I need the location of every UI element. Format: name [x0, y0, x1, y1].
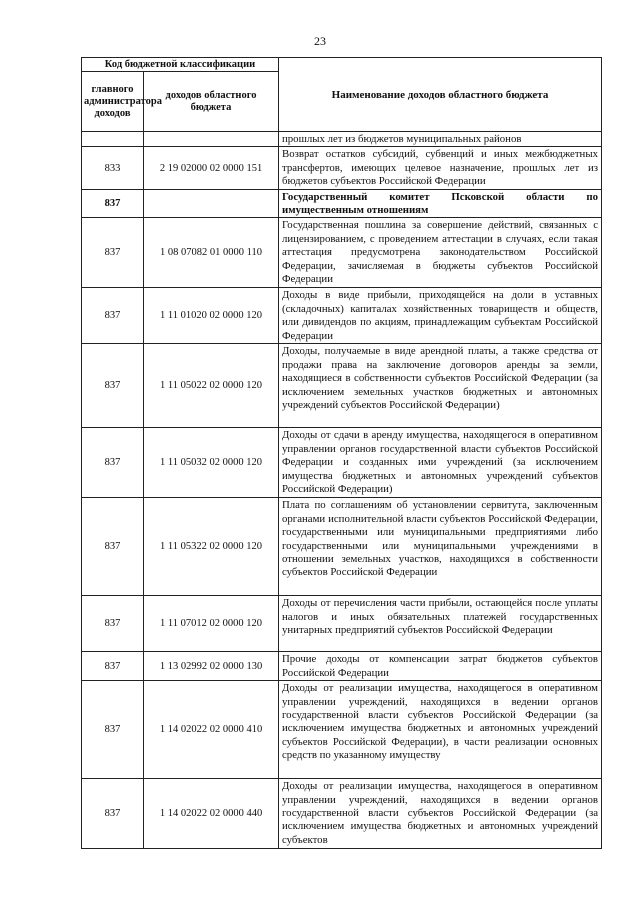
- revenue-name: Государственный комитет Псковской области по имущественным отношениям: [279, 189, 602, 218]
- revenue-name: Доходы в виде прибыли, приходящейся на доли в уставных (складочных) капиталах хозяйственных товариществ и обществ, или дивидендов по акциям, принадлежащим субъектам Российской Федерации: [279, 288, 602, 344]
- header-admin: главного администратора доходов: [82, 72, 144, 132]
- table-row: [82, 596, 602, 652]
- table-row: [82, 428, 602, 498]
- admin-code: 833: [82, 147, 144, 189]
- admin-code: [82, 132, 144, 147]
- admin-code: 837: [82, 428, 144, 498]
- table-row: [82, 218, 602, 288]
- revenue-name: Государственная пошлина за совершение действий, связанных с лицензированием, с проведением аттестации в случаях, если такая аттестация предусмотрена законодательством Российской Федерации, зачисляемая в бюджеты субъектов Российской Федерации: [279, 218, 602, 288]
- admin-code: 837: [82, 779, 144, 849]
- admin-code: 837: [82, 218, 144, 288]
- revenue-name: Доходы от сдачи в аренду имущества, находящегося в оперативном управлении органов государственной власти субъектов Российской Федерации и созданных ими учреждений (за исключением имущества бюджетных и автономных учреждений субъектов Российской Федерации): [279, 428, 602, 498]
- admin-code: 837: [82, 652, 144, 681]
- revenue-name: Прочие доходы от компенсации затрат бюджетов субъектов Российской Федерации: [279, 652, 602, 681]
- table-row: [82, 132, 602, 147]
- budget-code: 1 14 02022 02 0000 410: [144, 681, 279, 779]
- admin-code: 837: [82, 344, 144, 428]
- table-row: [82, 288, 602, 344]
- table-body: [82, 132, 602, 849]
- table-row: [82, 147, 602, 189]
- revenue-name: прошлых лет из бюджетов муниципальных районов: [279, 132, 602, 147]
- budget-code: 1 11 05032 02 0000 120: [144, 428, 279, 498]
- budget-code: 1 11 05022 02 0000 120: [144, 344, 279, 428]
- admin-code: 837: [82, 498, 144, 596]
- table-row: [82, 681, 602, 779]
- budget-code: 1 14 02022 02 0000 440: [144, 779, 279, 849]
- budget-code: 1 11 05322 02 0000 120: [144, 498, 279, 596]
- header-group: Код бюджетной классификации: [82, 58, 279, 72]
- table-row: [82, 189, 602, 218]
- revenue-name: Доходы, получаемые в виде арендной платы, а также средства от продажи права на заключение договоров аренды за земли, находящиеся в собственности субъектов Российской Федерации (за исключением земельных участков бюджетных и автономных учреждений субъектов Российской Федерации): [279, 344, 602, 428]
- budget-code: 1 11 07012 02 0000 120: [144, 596, 279, 652]
- table-row: [82, 344, 602, 428]
- header-code: доходов областного бюджета: [144, 72, 279, 132]
- admin-code: 837: [82, 681, 144, 779]
- table-row: [82, 498, 602, 596]
- revenue-name: Возврат остатков субсидий, субвенций и иных межбюджетных трансфертов, имеющих целевое назначение, прошлых лет из бюджетов субъектов Российской Федерации: [279, 147, 602, 189]
- admin-code: 837: [82, 596, 144, 652]
- table-row: [82, 652, 602, 681]
- admin-code: 837: [82, 288, 144, 344]
- page-number: 23: [314, 34, 326, 48]
- admin-code: 837: [82, 189, 144, 218]
- budget-code: 2 19 02000 02 0000 151: [144, 147, 279, 189]
- revenue-name: Доходы от реализации имущества, находящегося в оперативном управлении учреждений, находящихся в ведении органов государственной власти субъектов Российской Федерации (за исключением имущества бюджетных и автономных учреждений субъектов: [279, 779, 602, 849]
- table-row: [82, 779, 602, 849]
- budget-code: 1 11 01020 02 0000 120: [144, 288, 279, 344]
- revenue-name: Доходы от перечисления части прибыли, остающейся после уплаты налогов и иных обязательных платежей государственных унитарных предприятий субъектов Российской Федерации: [279, 596, 602, 652]
- budget-code: [144, 132, 279, 147]
- revenue-name: Доходы от реализации имущества, находящегося в оперативном управлении учреждений, находящихся в ведении органов государственной власти субъектов Российской Федерации (за исключением имущества бюджетных и автономных учреждений субъектов Российской Федерации), в части реализации основных средств по указанному имуществу: [279, 681, 602, 779]
- budget-code: 1 13 02992 02 0000 130: [144, 652, 279, 681]
- revenue-name: Плата по соглашениям об установлении сервитута, заключенным органами исполнительной власти субъектов Российской Федерации, государственными или муниципальными предприятиями либо государственными или муниципальными учреждениями в отношении земельных участков, находящихся в собственности субъектов Российской Федерации: [279, 498, 602, 596]
- header-name: Наименование доходов областного бюджета: [279, 58, 602, 132]
- budget-code: [144, 189, 279, 218]
- budget-code: 1 08 07082 01 0000 110: [144, 218, 279, 288]
- budget-classification-table: [81, 57, 602, 849]
